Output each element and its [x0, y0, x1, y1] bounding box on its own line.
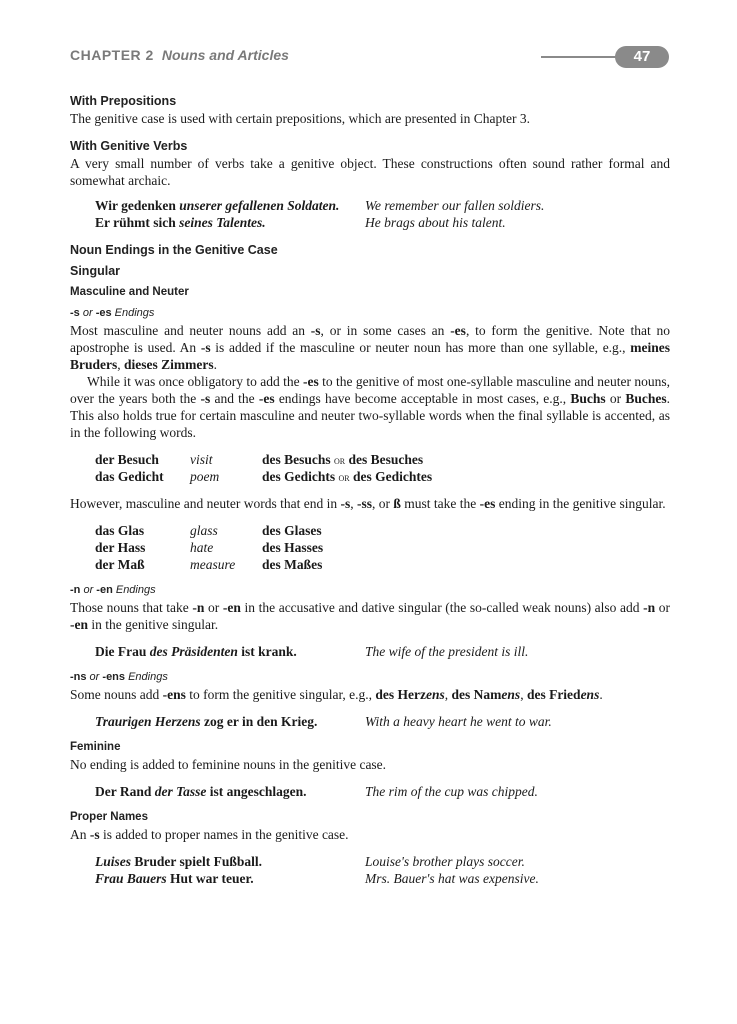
paragraph-s-es-1: Most masculine and neuter nouns add an -s, or in some cases an -es, to form the genitive. Note that no apostrophe is used. An -s is added if the masculine or neuter noun has more than one syllable, e.g., meines Bruders, dieses Zimmers.	[70, 323, 670, 372]
vocab-row: das Glas glass des Glases	[95, 523, 322, 538]
paragraph-feminine: No ending is added to feminine nouns in the genitive case.	[70, 757, 387, 772]
heading-proper-names: Proper Names	[70, 811, 148, 823]
example-german: Frau Bauers Hut war teuer.	[95, 871, 254, 886]
heading-singular: Singular	[70, 264, 121, 278]
heading-masculine-neuter: Masculine and Neuter	[70, 286, 189, 298]
example-german: Er rühmt sich seines Talentes.	[95, 215, 266, 230]
paragraph-weak-nouns: Those nouns that take -n or -en in the accusative and dative singular (the so-called weak nouns) also add -n or -en in the genitive singular.	[70, 600, 671, 632]
paragraph-proper-names: An -s is added to proper names in the genitive case.	[70, 827, 349, 842]
vocab-row: der Besuch visit des Besuchs or des Besuches	[95, 452, 424, 467]
vocab-row: der Hass hate des Hasses	[95, 540, 324, 555]
example-german: Die Frau des Präsidenten ist krank.	[95, 644, 297, 659]
paragraph-s-es-2: While it was once obligatory to add the -es to the genitive of most one-syllable masculine and neuter nouns, over the years both the -s and the -es endings have become acceptable in most cases, e.g., Buchs or Buches. This also holds true for certain masculine and neuter two-syllable words when the final syllable is accented, as in the following words.	[70, 374, 670, 440]
running-head	[70, 47, 289, 63]
heading-ns-ens-endings: -ns or -ens Endings	[70, 671, 168, 683]
page-number-badge: 47	[615, 46, 669, 68]
example-english: The rim of the cup was chipped.	[365, 784, 538, 799]
example-english: Mrs. Bauer's hat was expensive.	[365, 871, 539, 886]
example-row	[70, 783, 670, 800]
example-row	[70, 197, 670, 214]
page-content	[70, 92, 670, 887]
example-english: Louise's brother plays soccer.	[365, 854, 525, 869]
example-row	[70, 713, 670, 730]
paragraph-s-ss-ss: However, masculine and neuter words that end in -s, -ss, or ß must take the -es ending in the genitive singular.	[70, 496, 666, 511]
heading-noun-endings: Noun Endings in the Genitive Case	[70, 243, 278, 257]
paragraph-ens: Some nouns add -ens to form the genitive singular, e.g., des Herzens, des Namens, des Friedens.	[70, 687, 603, 702]
example-english: He brags about his talent.	[365, 215, 506, 230]
heading-with-prepositions: With Prepositions	[70, 94, 177, 108]
example-german: Wir gedenken unserer gefallenen Soldaten.	[95, 198, 340, 213]
example-german: Der Rand der Tasse ist angeschlagen.	[95, 784, 307, 799]
chapter-title: Nouns and Articles	[161, 47, 289, 63]
paragraph-prepositions: The genitive case is used with certain prepositions, which are presented in Chapter 3.	[70, 111, 530, 126]
example-row	[70, 853, 670, 870]
example-german: Traurigen Herzens zog er in den Krieg.	[95, 714, 318, 729]
page-header	[70, 46, 670, 70]
example-german: Luises Bruder spielt Fußball.	[95, 854, 263, 869]
heading-n-en-endings: -n or -en Endings	[70, 584, 156, 596]
chapter-label: CHAPTER 2	[70, 47, 154, 63]
example-row	[70, 214, 670, 231]
example-english: We remember our fallen soldiers.	[365, 198, 545, 213]
heading-s-es-endings: -s or -es Endings	[70, 307, 155, 319]
example-row	[70, 643, 670, 660]
vocab-row: der Maß measure des Maßes	[95, 557, 323, 572]
paragraph-genitive-verbs: A very small number of verbs take a genitive object. These constructions often sound rather formal and somewhat archaic.	[70, 156, 670, 188]
example-english: With a heavy heart he went to war.	[365, 714, 552, 729]
heading-genitive-verbs: With Genitive Verbs	[70, 139, 188, 153]
example-row	[70, 870, 670, 887]
example-english: The wife of the president is ill.	[365, 644, 529, 659]
heading-feminine: Feminine	[70, 741, 121, 753]
vocab-row: das Gedicht poem des Gedichts or des Gedichtes	[95, 469, 433, 484]
